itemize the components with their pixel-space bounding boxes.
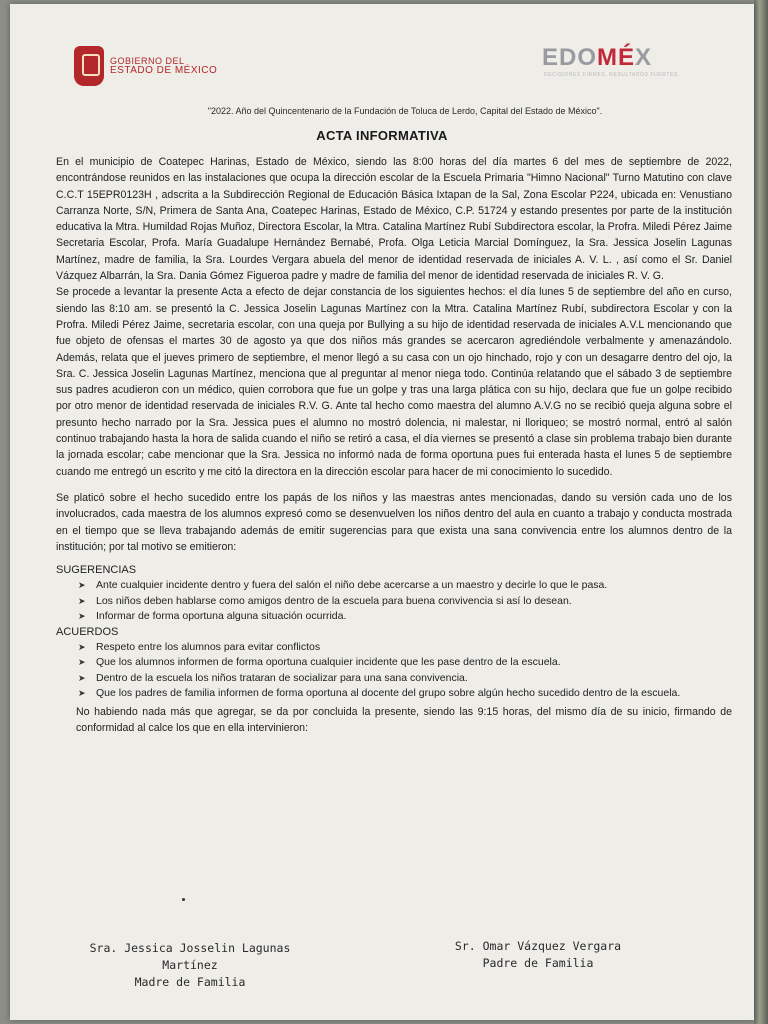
list-item: ➤ Que los padres de familia informen de forma oportuna al docente del grupo sobre algún hecho sucedido dentro de la escuela. bbox=[78, 686, 732, 702]
signature-name: Sr. Omar Vázquez Vergara bbox=[454, 939, 622, 953]
gobierno-text bbox=[110, 56, 217, 76]
list-item: ➤ Dentro de la escuela los niños trataran de socializar para una sana convivencia. bbox=[78, 671, 732, 687]
gobierno-logo bbox=[74, 44, 217, 88]
paragraph-intro: En el municipio de Coatepec Harinas, Estado de México, siendo las 8:00 horas del día martes 6 del mes de septiembre de 2022, encontrándose reunidos en las instalaciones que ocupa la dirección escolar de la Escuela Primaria "Himno Nacional" Turno Matutino con clave C.C.T 15EPR0123H , adscrita a la Subdirección Regional de Educación Básica Ixtapan de la Sal, Zona Escolar P224, ubicada en: Venustiano Carranza Norte, S/N, Primera de Santa Ana, Coatepec Harinas, Estado de México, C.P. 51724 y estando presentes por parte de la institución educativa la Mtra. Humildad Rojas Muñoz, Directora Escolar, la Mtra. Catalina Martínez Rubí Subdirectora escolar, la Profra. Miledi Pérez Jaime Secretaria Escolar, Profa. María Guadalupe Hernández Bernabé, Profa. Olga Leticia Marcial Domínguez, la Sra. Jessica Joselin Lagunas Martínez, madre de familia, la Sra. Lourdes Vergara abuela del menor de identidad reservada de iniciales A. V. L. , así como el Sr. Daniel Vázquez Albarrán, la Sra. Dania Gómez Figueroa padre y madre de familia del menor de identidad reservada de iniciales R. V. G. bbox=[56, 156, 732, 283]
ink-dot bbox=[182, 898, 185, 901]
acuerdos-heading: ACUERDOS bbox=[56, 625, 119, 638]
brand-part-1: EDO bbox=[542, 44, 598, 71]
signature-role: Padre de Familia bbox=[482, 956, 594, 970]
list-item: ➤ Informar de forma oportuna alguna situación ocurrida. bbox=[78, 609, 732, 625]
sugerencias-list bbox=[56, 578, 732, 625]
edomex-logo bbox=[542, 44, 652, 72]
brand-tagline: DECISIONES FIRMES, RESULTADOS FUERTES. bbox=[544, 72, 680, 78]
signature-father bbox=[438, 938, 638, 972]
signature-name: Sra. Jessica Josselin Lagunas Martínez bbox=[89, 941, 291, 972]
closing-statement: No habiendo nada más que agregar, se da por concluida la presente, siendo las 9:15 horas, del mismo día de su inicio, firmando de conformidad al calce los que en ella intervinieron: bbox=[76, 705, 732, 734]
year-motto: "2022. Año del Quincentenario de la Fundación de Toluca de Lerdo, Capital del Estado de México". bbox=[207, 106, 603, 116]
sugerencias-heading: SUGERENCIAS bbox=[56, 564, 137, 577]
paragraph-discussion: Se platicó sobre el hecho sucedido entre los papás de los niños y las maestras antes mencionadas, dando su versión cada uno de los involucrados, cada maestra de los alumnos expresó como se desenvuelven los niños dentro del aula en cuanto a trabajo y conducta mostrada en el tiempo que se lleva trabajando además de emitir sugerencias para que exista una sana convivencia entre los alumnos dentro de la institución; por tal motivo se emitieron: bbox=[56, 491, 732, 553]
gov-line-1: GOBIERNO DEL bbox=[110, 56, 185, 66]
list-item: ➤ Ante cualquier incidente dentro y fuera del salón el niño debe acercarse a un maestro y decirle lo que le pasa. bbox=[78, 578, 732, 594]
acuerdos-list bbox=[56, 640, 732, 702]
document-page bbox=[10, 4, 754, 1020]
brand-part-2: X bbox=[635, 44, 653, 71]
document-body bbox=[56, 154, 732, 736]
list-item: ➤ Respeto entre los alumnos para evitar conflictos bbox=[78, 640, 732, 656]
list-item: ➤ Los niños deben hablarse como amigos dentro de la escuela para buena convivencia si así lo desean. bbox=[78, 594, 732, 610]
signature-role: Madre de Familia bbox=[134, 975, 246, 989]
brand-accent: MÉ bbox=[597, 44, 636, 71]
gov-line-2: ESTADO DE MÉXICO bbox=[110, 65, 218, 76]
document-title: ACTA INFORMATIVA bbox=[316, 128, 448, 143]
paragraph-facts: Se procede a levantar la presente Acta a efecto de dejar constancia de los siguientes hechos: el día lunes 5 de septiembre del año en curso, siendo las 8:10 am. se presentó la C. Jessica Joselin Lagunas Martínez con la Mtra. Catalina Martínez Rubí, subdirectora Escolar y con la Profra. Miledi Pérez Jaime, secretaria escolar, con una queja por Bullying a su hijo de identidad reservada de iniciales A.V.L mencionando que fue objeto de ofensas el martes 30 de agosto ya que dos niños más grandes se acercaron agrediéndole verbalmente y amenazándolo. Además, relata que el jueves primero de septiembre, el menor llegó a su casa con un ojo hinchado, rojo y con un desagarre dentro del ojo, la Sra. C. Jessica Joselin Lagunas Martínez, menciona que al preguntar al menor niega todo. Continúa relatando que el sábado 3 de septiembre sus padres acudieron con un médico, quien corrobora que fue un golpe y tras una larga plática con su hijo, declara que fue un golpe recibido por otro menor de identidad reservada de iniciales R.V. G. Ante tal hecho como maestra del alumno A.V.G no se recibió queja alguna sobre el presunto hecho narrado por la Sra. Jessica pues el alumno no mostró dolencia, ni malestar, ni lloriqueo; se mostró normal, entró al salón continuo trabajando hasta la hora de salida cuando el niño se retiró a casa, el día viernes se presentó a clase sin problema trabajo bien durante la jornada escolar; cabe mencionar que la Sra. Jessica no informó nada de forma oportuna pues fui enterada hasta el lunes 5 de septiembre cuando me entregó un escrito y me citó la directora en la dirección escolar para hacer de mi conocimiento lo sucedido. bbox=[56, 286, 732, 478]
signature-mother bbox=[60, 940, 320, 991]
background-fabric bbox=[754, 0, 768, 1024]
list-item: ➤ Que los alumnos informen de forma oportuna cualquier incidente que les pase dentro de la escuela. bbox=[78, 655, 732, 671]
state-seal-icon bbox=[74, 46, 104, 86]
